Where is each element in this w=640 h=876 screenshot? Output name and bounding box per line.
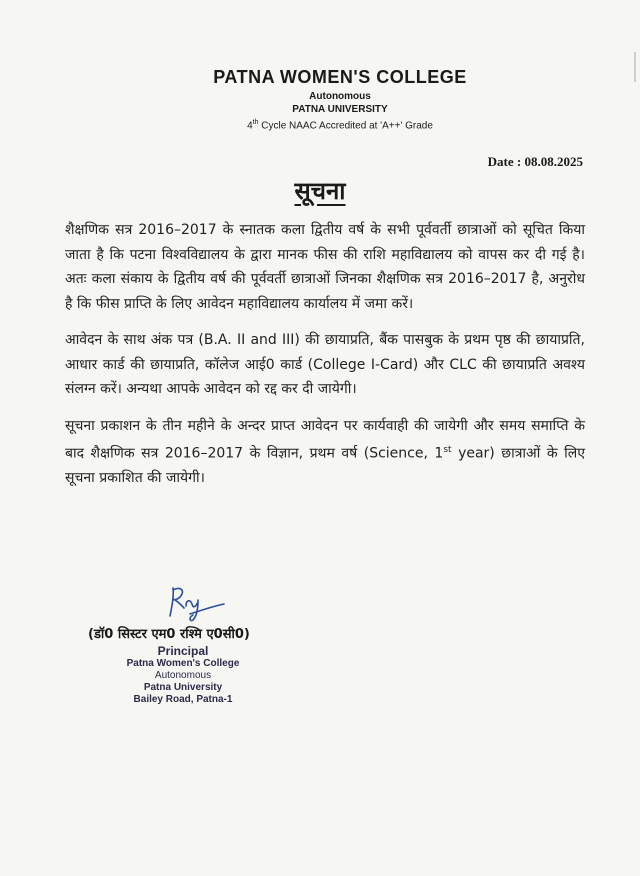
college-name: PATNA WOMEN'S COLLEGE [213, 67, 467, 87]
stamp-status: Autonomous [154, 670, 212, 681]
signer-name: (डॉ0 सिस्टर एम0 रश्मि ए0सी0) [88, 627, 250, 642]
stamp-address: Bailey Road, Patna-1 [133, 694, 233, 705]
accreditation-sup: th [252, 119, 259, 126]
notice-title: सूचना [294, 177, 346, 205]
stamp-designation: Principal [157, 644, 209, 658]
paragraph-3-sup: st [443, 445, 452, 455]
stamp-college: Patna Women's College [126, 658, 240, 669]
notice-body [65, 218, 585, 503]
university-name: PATNA UNIVERSITY [292, 104, 388, 115]
accreditation-text: Cycle NAAC Accredited at 'A++' Grade [258, 120, 433, 132]
letterhead [0, 64, 640, 132]
notice-date: Date : 08.08.2025 [487, 154, 583, 169]
accreditation-ordinal: 4 [247, 120, 253, 132]
principal-stamp [98, 644, 268, 706]
stamp-university: Patna University [143, 682, 223, 693]
college-status: Autonomous [309, 91, 371, 102]
paragraph-1: शैक्षणिक सत्र 2016–2017 के स्नातक कला द्वितीय वर्ष के सभी पूर्ववर्ती छात्राओं को सूचित किया जाता है कि पटना विश्वविद्यालय के द्वारा मानक फीस की राशि महाविद्यालय को वापस कर दी गई है। अतः कला संकाय के द्वितीय वर्ष की पूर्ववर्ती छात्राओं जिनका शैक्षणिक सत्र 2016–2017 है, अनुरोध है कि फीस प्राप्ति के लिए आवेदन महाविद्यालय कार्यालय में जमा करें। [65, 222, 585, 312]
paragraph-2: आवेदन के साथ अंक पत्र (B.A. II and III) की छायाप्रति, बैंक पासबुक के प्रथम पृष्ठ की छायाप्रति, आधार कार्ड की छायाप्रति, कॉलेज आई0 कार्ड (College I-Card) और CLC की छायाप्रति अवश्य संलग्न करें। अन्यथा आपके आवेदन को रद्द कर दी जायेगी। [65, 332, 585, 397]
signature-block [88, 626, 288, 706]
paragraph-3-part-2: year) छात्राओं के लिए सूचना प्रकाशित की जायेगी। [65, 445, 585, 487]
accreditation-line [40, 116, 640, 132]
signature-image [162, 584, 232, 626]
scan-edge-mark [634, 52, 636, 82]
paragraph-3 [65, 414, 585, 491]
paragraph-3-part-1: सूचना प्रकाशन के तीन महीने के अन्दर प्राप्त आवेदन पर कार्यवाही की जायेगी और समय समाप्ति के बाद शैक्षणिक सत्र 2016–2017 के विज्ञान, प्रथम वर्ष (Science, 1 [65, 417, 585, 462]
